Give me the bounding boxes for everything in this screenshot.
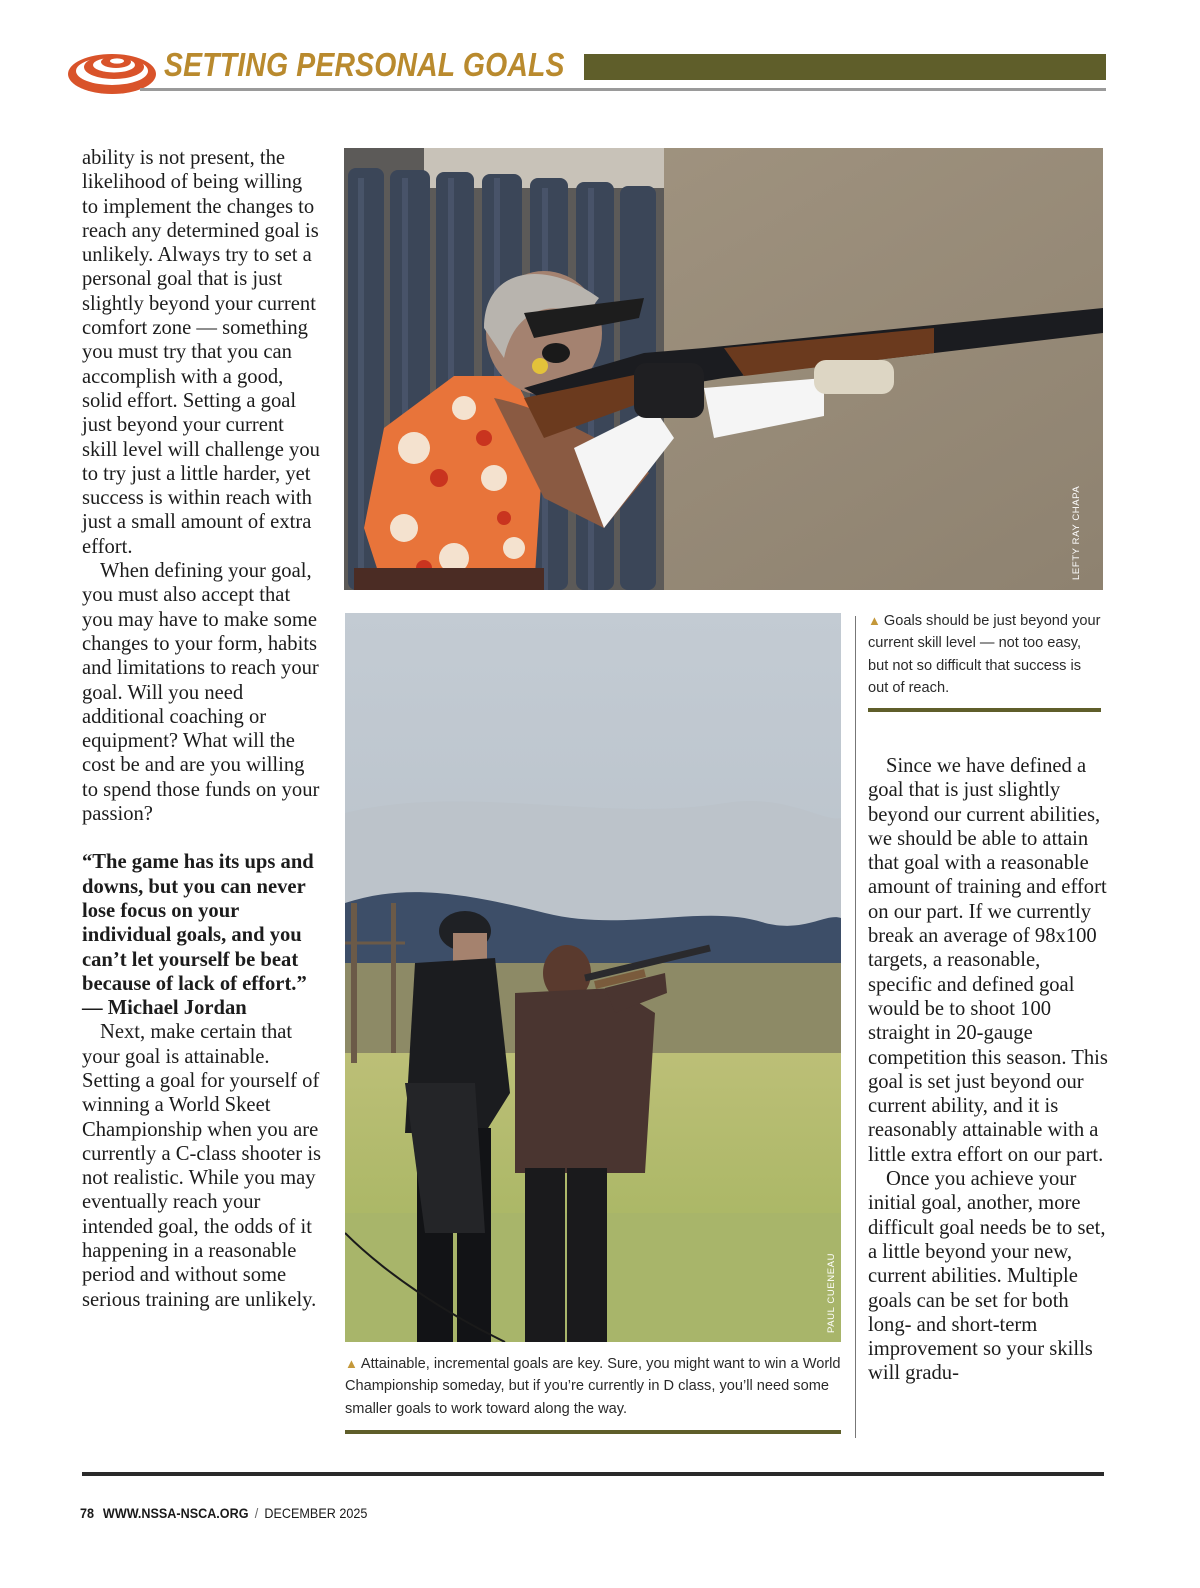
caption-top-text: Goals should be just beyond your current skill level — not too easy, but not so difficult that success is out of reach. — [868, 613, 1101, 696]
title-accent-bar — [584, 54, 1106, 80]
bottom-photo-credit: PAUL CUENEAU — [826, 1252, 837, 1333]
caption-top-photo — [868, 610, 1104, 699]
triangle-up-icon: ▲ — [345, 1356, 358, 1371]
left-paragraph-1: ability is not present, the likelihood of being willing to implement the changes to reach any determined goal is unlikely. Always try to set a personal goal that is just slightly beyond your current comfort zone — something you must try that you can accomplish with a good, solid effort. Setting a goal just beyond your current skill level will challenge you to try just a little harder, yet success is within reach with just a small amount of extra effort. — [82, 147, 320, 558]
page-header — [66, 40, 1106, 96]
title-underline-rule — [140, 88, 1106, 91]
section-title: SETTING PERSONAL GOALS — [164, 46, 565, 83]
left-paragraph-2: When defining your goal, you must also accept that you may have to make some changes to your form, habits and limitations to reach your goal. Will you need additional coaching or equipment? What will the cost be and are you willing to spend those funds on your passion? — [82, 560, 320, 826]
right-text-column — [868, 754, 1108, 1386]
right-paragraph-1: Since we have defined a goal that is just slightly beyond our current abilities, we should be able to attain that goal with a reasonable amount of training and effort on our part. If we currently break an average of 98x100 targets, a reasonable, specific and defined goal would be to shoot 100 straight in 20-gauge competition this season. This goal is set just beyond our current ability, and it is reasonably attainable with a little extra effort on our part. — [868, 755, 1108, 1166]
footer-issue-date: DECEMBER 2025 — [264, 1505, 368, 1521]
caption-bottom-photo — [345, 1353, 841, 1420]
column-divider — [855, 616, 856, 1438]
left-paragraph-3: Next, make certain that your goal is attainable. Setting a goal for yourself of winning a World Skeet Championship when you are currently a C-class shooter is not realistic. While you may eventually reach your intended goal, the odds of it happening in a reasonable period and without some serious training are unlikely. — [82, 1021, 322, 1311]
footer-website-link[interactable]: WWW.NSSA-NSCA.ORG — [102, 1505, 249, 1521]
caption-bottom-rule — [345, 1430, 841, 1434]
pull-quote: “The game has its ups and downs, but you can never lose focus on your individual goals, and you can’t let yourself be beat because of lack of effort.” — Michael Jordan — [82, 851, 314, 1020]
page-number: 78 — [80, 1505, 95, 1521]
footer-rule — [82, 1472, 1104, 1476]
page-footer — [80, 1505, 367, 1521]
photo-two-shooters-field — [345, 613, 841, 1342]
right-paragraph-2: Once you achieve your initial goal, another, more difficult goal needs be to set, a little beyond your new, current abilities. Multiple goals can be set for both long- and short-term improvement so your skills will gradu- — [868, 1168, 1106, 1385]
caption-top-rule — [868, 708, 1101, 712]
top-photo-credit: LEFTY RAY CHAPA — [1071, 485, 1082, 580]
caption-bottom-text: Attainable, incremental goals are key. Sure, you might want to win a World Championship someday, but if you’re currently in D class, you’ll need some smaller goals to work toward along the way. — [345, 1356, 841, 1417]
triangle-up-icon: ▲ — [868, 613, 881, 628]
left-text-column — [82, 146, 322, 1312]
footer-separator: / — [254, 1505, 259, 1521]
clay-target-logo-icon — [66, 40, 158, 100]
photo-shooter-closeup — [344, 148, 1103, 590]
